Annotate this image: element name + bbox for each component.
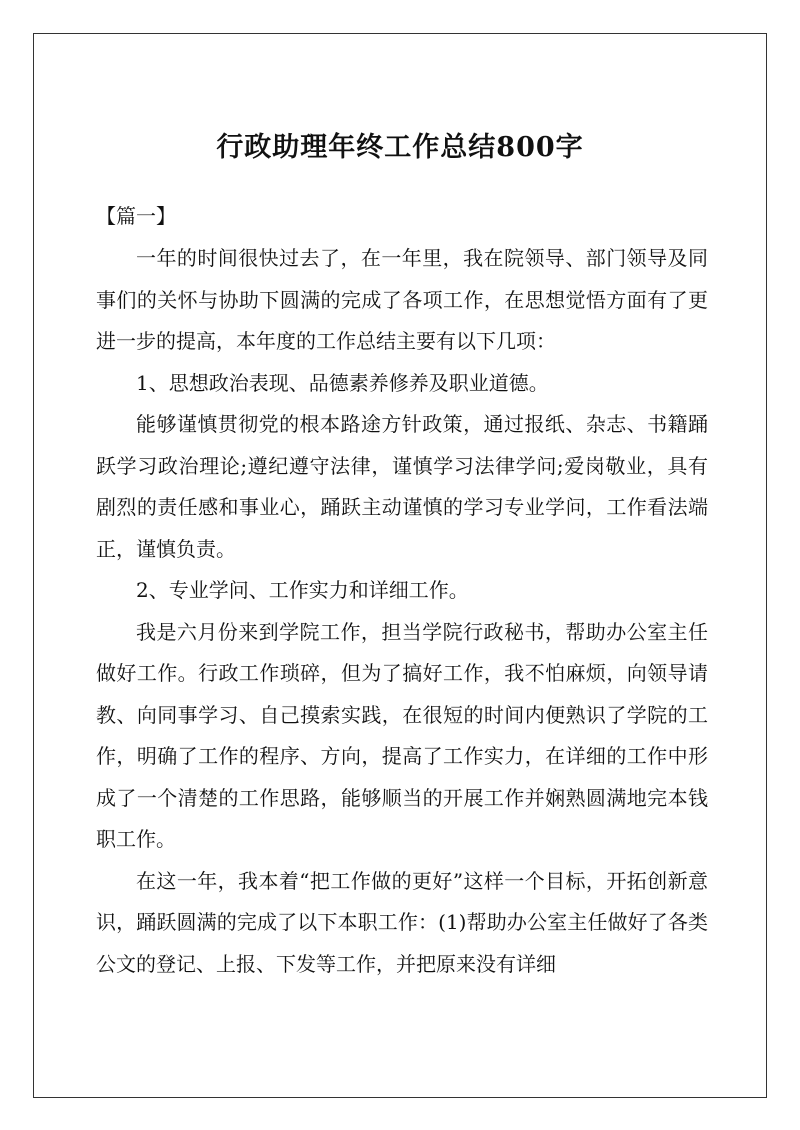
paragraph: 一年的时间很快过去了，在一年里，我在院领导、部门领导及同事们的关怀与协助下圆满的完成了各项工作，在思想觉悟方面有了更进一步的提高，本年度的工作总结主要有以下几项： (96, 246, 708, 353)
paragraph: 我是六月份来到学院工作，担当学院行政秘书，帮助办公室主任做好工作。行政工作琐碎，但为了搞好工作，我不怕麻烦，向领导请教、向同事学习、自己摸索实践，在很短的时间内便熟识了学院的工作，明确了工作的程序、方向，提高了工作实力，在详细的工作中形成了一个清楚的工作思路，能够顺当的开展工作并娴熟圆满地完本钱职工作。 (96, 619, 708, 851)
document-body (96, 238, 708, 985)
paragraph: 1、思想政治表现、品德素养修养及职业道德。 (136, 370, 549, 395)
section-label: 【篇一】 (96, 204, 176, 228)
paragraph: 在这一年，我本着“把工作做的更好”这样一个目标，开拓创新意识，踊跃圆满的完成了以下本职工作：(1)帮助办公室主任做好了各类公文的登记、上报、下发等工作，并把原来没有详细 (96, 868, 708, 976)
paragraph: 2、专业学问、工作实力和详细工作。 (136, 578, 469, 602)
document-title: 行政助理年终工作总结800字 (216, 132, 584, 163)
paragraph: 能够谨慎贯彻党的根本路途方针政策，通过报纸、杂志、书籍踊跃学习政治理论;遵纪遵守法律，谨慎学习法律学问;爱岗敬业，具有剧烈的责任感和事业心，踊跃主动谨慎的学习专业学问，工作看法端正，谨慎负责。 (96, 412, 708, 561)
